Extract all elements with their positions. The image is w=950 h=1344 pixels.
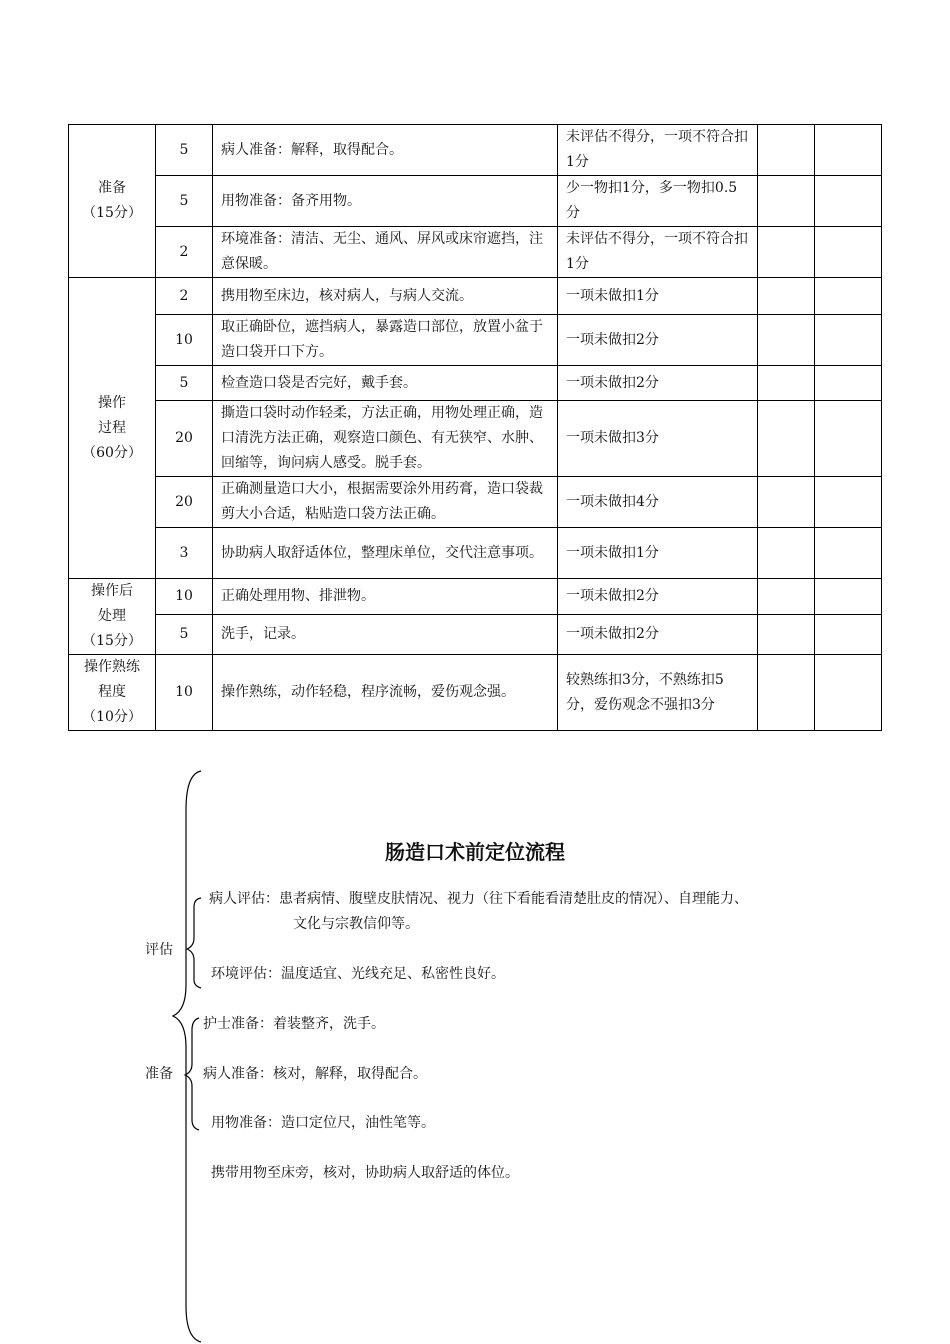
content-cell: 操作熟练，动作轻稳，程序流畅，爱伤观念强。 xyxy=(213,655,558,731)
category-cell: 操作熟练 程度 （10分） xyxy=(69,655,156,731)
deduction-cell: 一项未做扣1分 xyxy=(558,278,758,315)
deduction-cell: 一项未做扣2分 xyxy=(558,315,758,366)
points-cell: 2 xyxy=(156,227,213,278)
content-cell: 检查造口袋是否完好，戴手套。 xyxy=(213,366,558,401)
content-cell: 环境准备：清洁、无尘、通风、屏风或床帘遮挡，注意保暖。 xyxy=(213,227,558,278)
patient-assessment: 病人评估：患者病情、腹壁皮肤情况、视力（往下看能看清楚肚皮的情况）、自理能力、 xyxy=(209,891,748,907)
supplies-preparation: 用物准备：造口定位尺，油性笔等。 xyxy=(211,1115,435,1131)
points-cell: 5 xyxy=(156,176,213,227)
content-cell: 撕造口袋时动作轻柔，方法正确，用物处理正确，造口清洗方法正确，观察造口颜色、有无狭窄、水肿、回缩等，询问病人感受。脱手套。 xyxy=(213,401,558,477)
content-cell: 携用物至床边，核对病人，与病人交流。 xyxy=(213,278,558,315)
content-cell: 取正确卧位，遮挡病人，暴露造口部位，放置小盆于造口袋开口下方。 xyxy=(213,315,558,366)
content-cell: 用物准备：备齐用物。 xyxy=(213,176,558,227)
points-cell: 10 xyxy=(156,579,213,615)
points-cell: 5 xyxy=(156,366,213,401)
deduction-cell: 较熟练扣3分，不熟练扣5分，爱伤观念不强扣3分 xyxy=(558,655,758,731)
deduction-cell: 一项未做扣3分 xyxy=(558,401,758,477)
points-cell: 2 xyxy=(156,278,213,315)
nurse-preparation: 护士准备：着装整齐，洗手。 xyxy=(203,1016,385,1032)
deduction-cell: 未评估不得分，一项不符合扣1分 xyxy=(558,125,758,176)
deduction-cell: 未评估不得分，一项不符合扣1分 xyxy=(558,227,758,278)
points-cell: 20 xyxy=(156,477,213,528)
points-cell: 3 xyxy=(156,528,213,579)
points-cell: 10 xyxy=(156,655,213,731)
flow-title: 肠造口术前定位流程 xyxy=(385,840,565,864)
deduction-cell: 一项未做扣1分 xyxy=(558,528,758,579)
prepare-label: 准备 xyxy=(145,1066,173,1082)
category-cell: 操作后 处理 （15分） xyxy=(69,579,156,655)
deduction-cell: 一项未做扣2分 xyxy=(558,366,758,401)
content-cell: 正确处理用物、排泄物。 xyxy=(213,579,558,615)
content-cell: 正确测量造口大小，根据需要涂外用药膏，造口袋裁剪大小合适，粘贴造口袋方法正确。 xyxy=(213,477,558,528)
points-cell: 5 xyxy=(156,615,213,655)
deduction-cell: 一项未做扣2分 xyxy=(558,579,758,615)
deduction-cell: 少一物扣1分，多一物扣0.5分 xyxy=(558,176,758,227)
points-cell: 10 xyxy=(156,315,213,366)
deduction-cell: 一项未做扣4分 xyxy=(558,477,758,528)
category-cell: 准备 （15分） xyxy=(69,125,156,278)
content-cell: 病人准备：解释，取得配合。 xyxy=(213,125,558,176)
patient-preparation: 病人准备：核对，解释，取得配合。 xyxy=(203,1066,427,1082)
category-cell: 操作 过程 （60分） xyxy=(69,278,156,579)
bring-supplies-step: 携带用物至床旁，核对，协助病人取舒适的体位。 xyxy=(211,1165,519,1181)
prepare-brace xyxy=(185,1018,199,1130)
patient-assessment-cont: 文化与宗教信仰等。 xyxy=(293,916,419,932)
points-cell: 5 xyxy=(156,125,213,176)
content-cell: 协助病人取舒适体位，整理床单位，交代注意事项。 xyxy=(213,528,558,579)
assess-label: 评估 xyxy=(145,942,173,958)
deduction-cell: 一项未做扣2分 xyxy=(558,615,758,655)
assess-brace xyxy=(187,898,201,988)
environment-assessment: 环境评估：温度适宜、光线充足、私密性良好。 xyxy=(211,966,505,982)
points-cell: 20 xyxy=(156,401,213,477)
content-cell: 洗手，记录。 xyxy=(213,615,558,655)
